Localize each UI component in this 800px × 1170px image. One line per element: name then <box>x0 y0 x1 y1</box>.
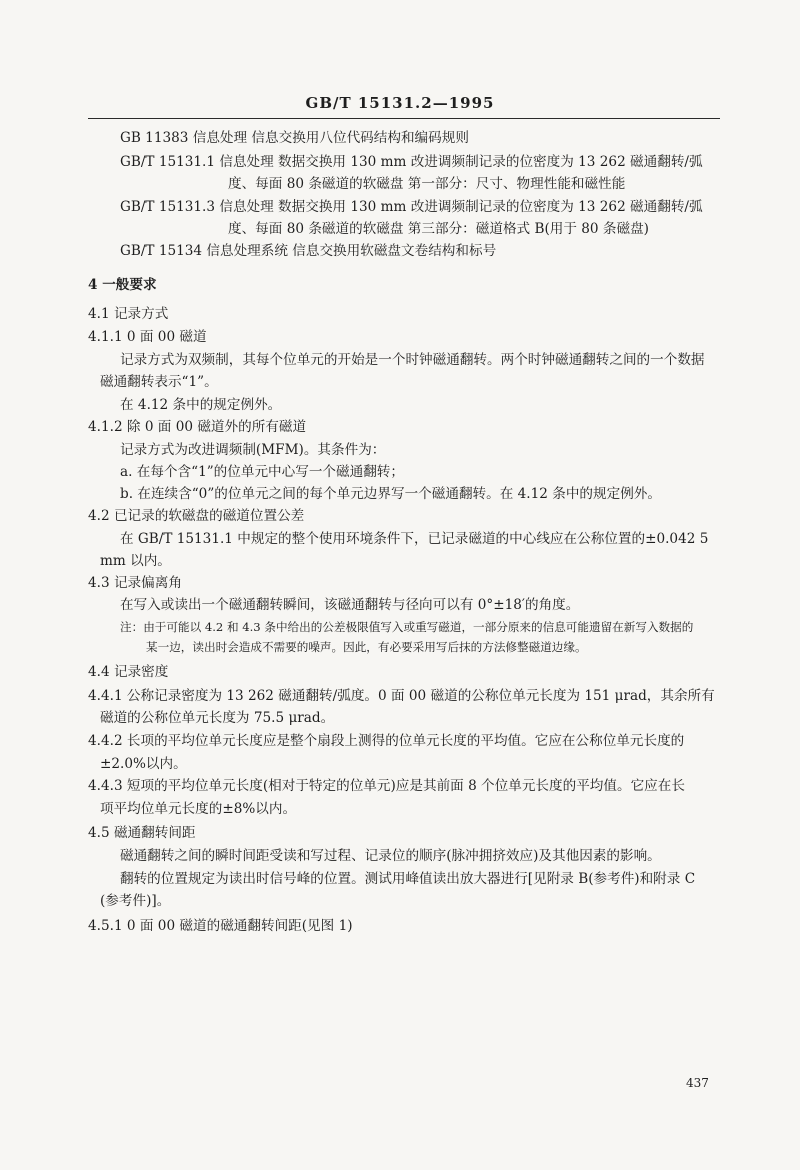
subsection-heading: 4.5.1 0 面 00 磁道的磁通翻转间距(见图 1) <box>88 918 353 934</box>
paragraph-line: ±2.0%以内。 <box>100 756 187 772</box>
subsection-heading: 4.1.1 0 面 00 磁道 <box>88 329 207 345</box>
page-number: 437 <box>686 1076 709 1090</box>
paragraph-line: (参考件)]。 <box>100 893 171 909</box>
paragraph-line: 4.4.1 公称记录密度为 13 262 磁通翻转/弧度。0 面 00 磁道的公称位单元长度为 151 μrad，其余所有 <box>88 688 715 704</box>
section-heading: 4.2 已记录的软磁盘的磁道位置公差 <box>88 508 305 524</box>
note-line: 注：由于可能以 4.2 和 4.3 条中给出的公差极限值写入或重写磁道，一部分原来的信息可能遗留在新写入数据的 <box>120 620 694 634</box>
note-line-cont: 某一边，读出时会造成不需要的噪声。因此，有必要采用写后抹的方法修整磁道边缘。 <box>146 640 587 654</box>
paragraph-line: 翻转的位置规定为读出时信号峰的位置。测试用峰值读出放大器进行[见附录 B(参考件)和附录 C <box>120 871 696 887</box>
list-item: a. 在每个含“1”的位单元中心写一个磁通翻转； <box>120 464 404 480</box>
running-header: GB/T 15131.2—1995 <box>305 94 495 112</box>
reference-line: GB/T 15131.1 信息处理 数据交换用 130 mm 改进调频制记录的位密度为 13 262 磁通翻转/弧 <box>120 154 703 170</box>
paragraph-line: 4.4.3 短项的平均位单元长度(相对于特定的位单元)应是其前面 8 个位单元长度的平均值。它应在长 <box>88 778 685 794</box>
paragraph-line: 记录方式为双频制，其每个位单元的开始是一个时钟磁通翻转。两个时钟磁通翻转之间的一个数据 <box>120 352 705 368</box>
paragraph-line: 磁道的公称位单元长度为 75.5 μrad。 <box>100 710 335 726</box>
reference-line: GB/T 15131.3 信息处理 数据交换用 130 mm 改进调频制记录的位密度为 13 262 磁通翻转/弧 <box>120 199 703 215</box>
subsection-heading: 4.1.2 除 0 面 00 磁道外的所有磁道 <box>88 419 307 435</box>
paragraph-line: 记录方式为改进调频制(MFM)。其条件为： <box>120 442 386 458</box>
paragraph-line: 磁通翻转之间的瞬时间距受读和写过程、记录位的顺序(脉冲拥挤效应)及其他因素的影响。 <box>120 848 661 864</box>
section-heading: 4.1 记录方式 <box>88 306 169 322</box>
section-heading: 4.3 记录偏离角 <box>88 575 182 591</box>
section-heading: 4.4 记录密度 <box>88 664 169 680</box>
paragraph-line: 4.4.2 长项的平均位单元长度应是整个扇段上测得的位单元长度的平均值。它应在公称位单元长度的 <box>88 733 685 749</box>
paragraph-line: mm 以内。 <box>100 553 171 569</box>
section-heading: 4 一般要求 <box>88 277 157 293</box>
list-item: b. 在连续含“0”的位单元之间的每个单元边界写一个磁通翻转。在 4.12 条中的规定例外。 <box>120 486 661 502</box>
section-heading: 4.5 磁通翻转间距 <box>88 825 196 841</box>
header-rule <box>88 118 720 119</box>
reference-line-cont: 度、每面 80 条磁道的软磁盘 第一部分：尺寸、物理性能和磁性能 <box>228 176 626 192</box>
reference-line-cont: 度、每面 80 条磁道的软磁盘 第三部分：磁道格式 B(用于 80 条磁盘) <box>228 221 649 237</box>
paragraph-line: 在 4.12 条中的规定例外。 <box>120 397 282 413</box>
paragraph-line: 项平均位单元长度的±8%以内。 <box>100 801 297 817</box>
paragraph-line: 在 GB/T 15131.1 中规定的整个使用环境条件下，已记录磁道的中心线应在公称位置的±0.042 5 <box>120 531 709 547</box>
reference-line: GB/T 15134 信息处理系统 信息交换用软磁盘文卷结构和标号 <box>120 243 497 259</box>
paragraph-line: 在写入或读出一个磁通翻转瞬间，该磁通翻转与径向可以有 0°±18′的角度。 <box>120 597 580 613</box>
paragraph-line: 磁通翻转表示“1”。 <box>100 374 218 390</box>
reference-line: GB 11383 信息处理 信息交换用八位代码结构和编码规则 <box>120 130 469 146</box>
